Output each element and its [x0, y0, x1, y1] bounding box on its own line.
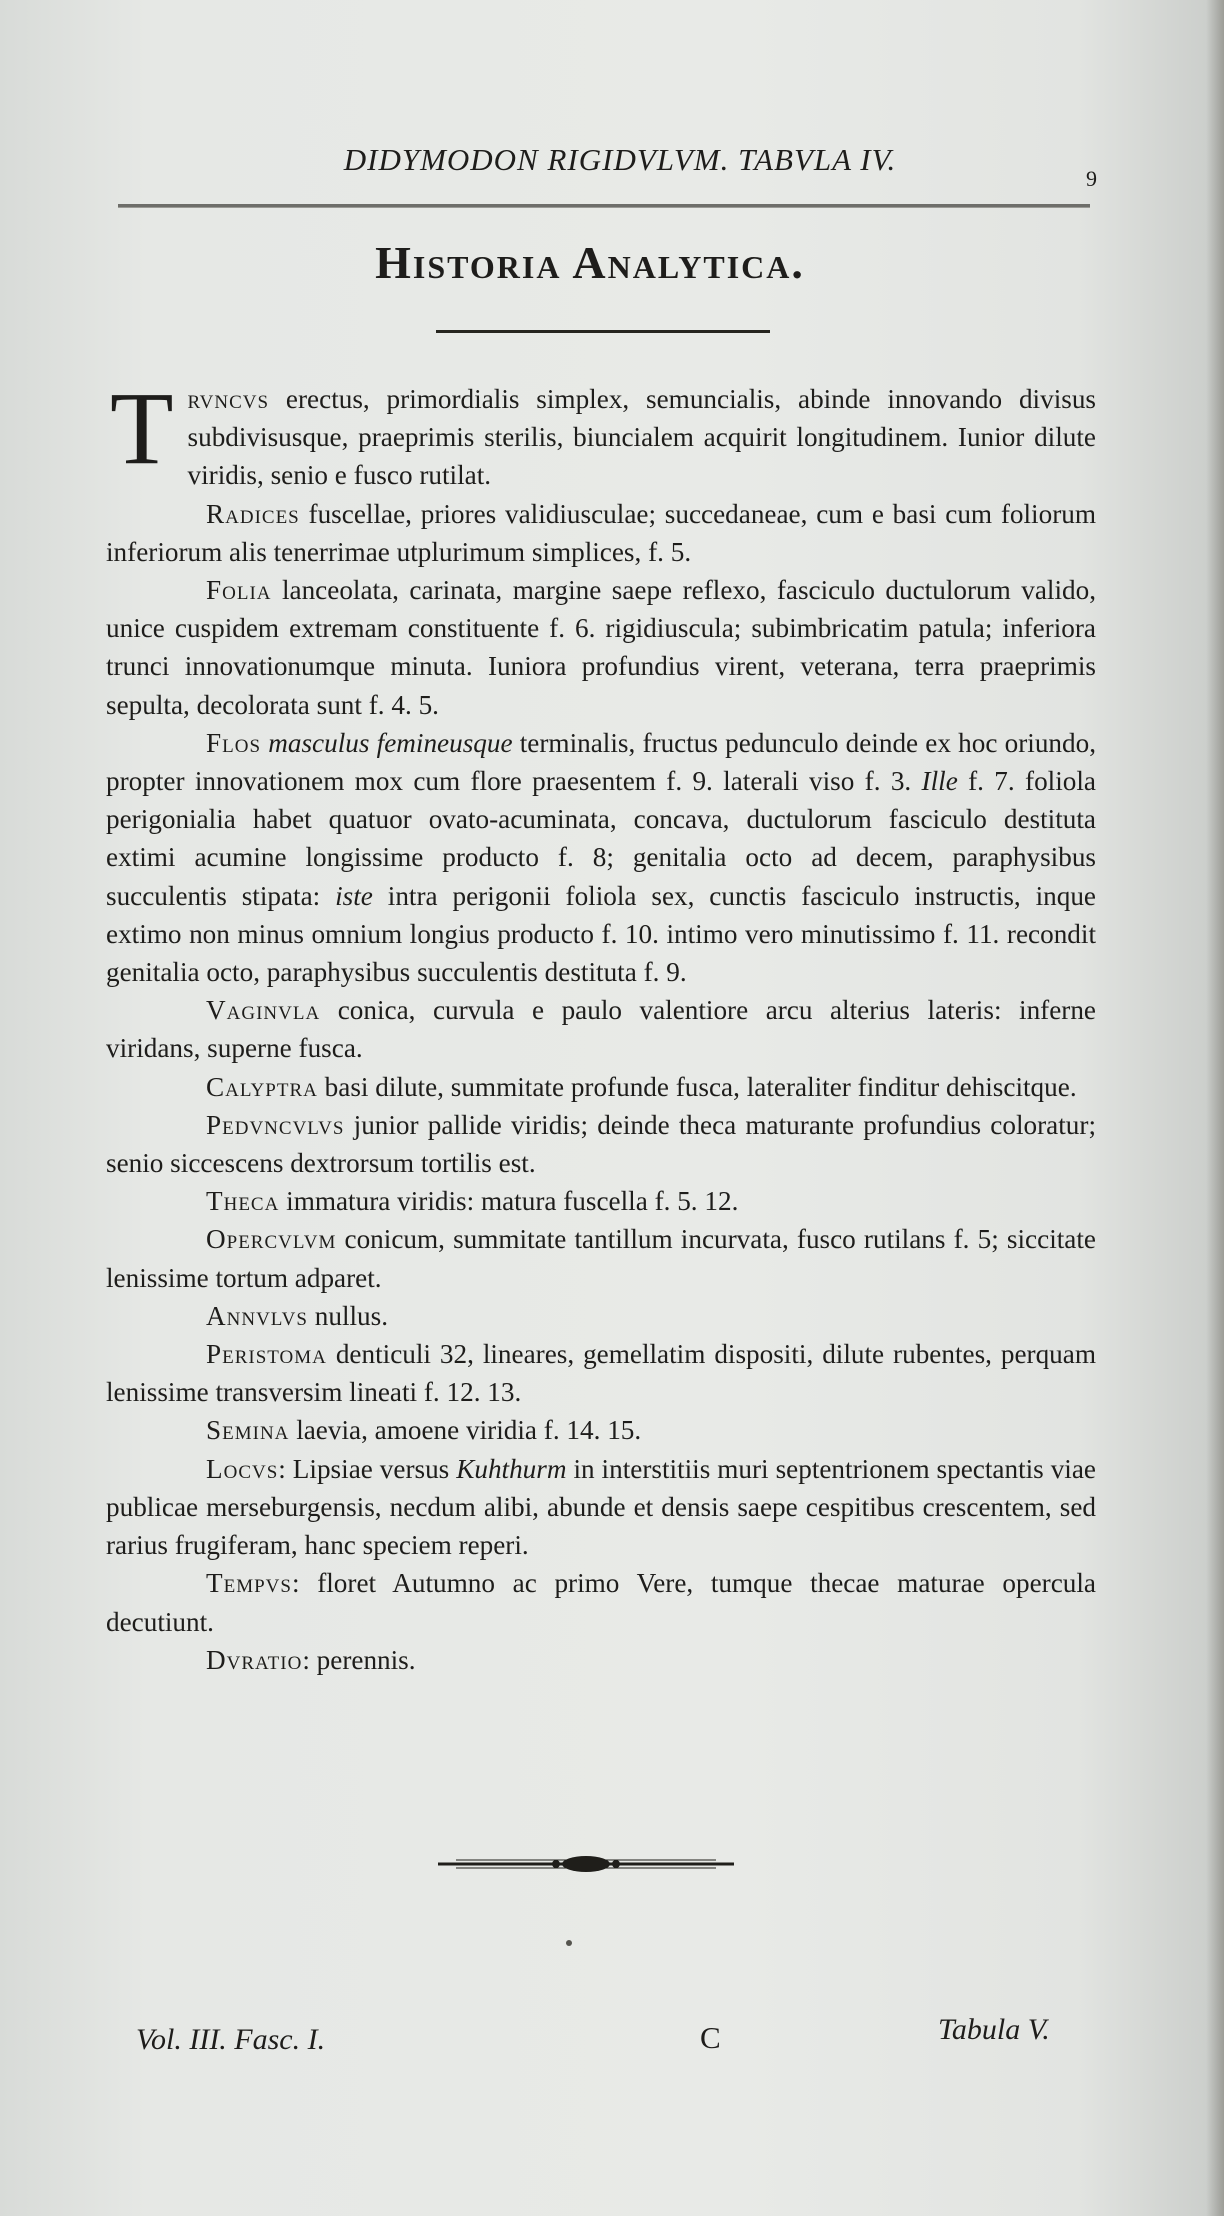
- text-flos-2: f. 7. foliola perigonialia habet quatuor ovato-acuminata, concava, ductulorum fasciculo destituta extimi acumine longissime producto f. 8; genitalia octo ad decem, paraphysibus succulentis stipata:: [106, 766, 1096, 911]
- text-semina: laevia, amoene viridia f. 14. 15.: [289, 1415, 642, 1446]
- text-vaginula: conica, curvula e paulo valentiore arcu alterius lateris: inferne viridans, superne fusca.: [106, 995, 1096, 1064]
- paragraph-theca: [106, 1182, 1096, 1220]
- running-head: DIDYMODON RIGIDVLVM. TABVLA IV.: [343, 142, 897, 177]
- ink-speck: [566, 1940, 572, 1946]
- paragraph-locus: [106, 1450, 1096, 1565]
- italic-kuhthurm: Kuhthurm: [456, 1453, 567, 1484]
- paragraph-duratio: [106, 1641, 1096, 1679]
- text-radices: fuscellae, priores validiusculae; succedaneae, cum e basi cum foliorum inferiorum alis tenerrimae utplurimum simplices, f. 5.: [106, 498, 1096, 567]
- term-calyptra: Calyptra: [206, 1071, 318, 1102]
- text-locus-2: in interstitiis muri septentrionem spectantis viae publicae merseburgensis, necdum alibi, abunde et densis saepe cespitibus crescentem, sed rarius frugiferam, hanc speciem reperi.: [106, 1453, 1096, 1561]
- term-theca: Theca: [206, 1186, 280, 1217]
- text-peristoma: denticuli 32, lineares, gemellatim dispositi, dilute rubentes, perquam lenissime transversim lineati f. 12. 13.: [106, 1339, 1096, 1408]
- term-folia: Folia: [206, 575, 272, 606]
- term-annulus: Annvlvs: [206, 1300, 308, 1331]
- text-flos-3: intra perigonii foliola sex, cunctis fasciculo instructis, inque extimo non minus omnium longius producto f. 10. intimo vero minutissimo f. 11. recondit genitalia octo, paraphysibus succulentis destituta f. 9.: [106, 880, 1096, 988]
- text-locus-1: : Lipsiae versus: [278, 1453, 457, 1484]
- text-annulus: nullus.: [307, 1300, 389, 1331]
- paragraph-annulus: [106, 1297, 1096, 1335]
- term-locus: Locvs: [206, 1453, 279, 1484]
- header-rule: [118, 204, 1090, 208]
- text-duratio: : perennis.: [302, 1644, 416, 1675]
- text-tempus: : floret Autumno ac primo Vere, tumque thecae maturae opercula decutiunt.: [106, 1568, 1096, 1637]
- paragraph-folia: [106, 571, 1096, 724]
- paragraph-semina: [106, 1411, 1096, 1449]
- paragraph-pedunculus: [106, 1106, 1096, 1182]
- term-duratio: Dvratio: [206, 1644, 303, 1675]
- text-folia: lanceolata, carinata, margine saepe reflexo, fasciculo ductulorum valido, unice cuspidem extremam constituente f. 6. rigidiuscula; subimbricatim patula; inferiora trunci innovationumque minuta. Iuniora profundius virent, veterana, terra praeprimis sepulta, decolorata sunt f. 4. 5.: [106, 575, 1096, 720]
- paragraph-tempus: [106, 1564, 1096, 1640]
- body-text: [106, 371, 1097, 1679]
- paragraph-peristoma: [106, 1335, 1096, 1411]
- title-underline: [436, 330, 770, 333]
- section-title: Historia Analytica.: [375, 237, 805, 288]
- term-peristoma: Peristoma: [206, 1339, 327, 1370]
- term-vaginula: Vaginvla: [206, 995, 321, 1026]
- term-semina: Semina: [206, 1415, 290, 1446]
- italic-ille: Ille: [921, 766, 958, 797]
- text-theca: immatura viridis: matura fuscella f. 5. 12.: [279, 1186, 739, 1217]
- page-number: 9: [1086, 166, 1097, 191]
- text-truncus: erectus, primordialis simplex, semuncialis, abinde innovando divisus subdivisusque, praeprimis sterilis, biuncialem acquirit longitudinem. Iunior dilute viridis, senio e fusco rutilat.: [187, 384, 1096, 491]
- drop-cap: T: [110, 371, 174, 486]
- footer-volume: Vol. III. Fasc. I.: [136, 2023, 326, 2056]
- text-calyptra: basi dilute, summitate profunde fusca, lateraliter finditur dehiscitque.: [317, 1071, 1077, 1102]
- footer-catchword: Tabula V.: [938, 2013, 1050, 2046]
- term-pedunculus: Pedvncvlvs: [206, 1109, 345, 1140]
- term-radices: Radices: [206, 498, 300, 529]
- italic-iste: iste: [335, 880, 373, 911]
- ornament-divider: [436, 1852, 736, 1876]
- term-tempus: Tempvs: [206, 1568, 292, 1599]
- paragraph-flos: [106, 724, 1096, 991]
- paragraph-calyptra: [106, 1068, 1096, 1106]
- italic-masculus: masculus femineusque: [268, 727, 513, 758]
- paragraph-truncus: [106, 371, 1096, 495]
- term-operculum: Opercvlvm: [206, 1224, 337, 1255]
- paragraph-vaginula: [106, 991, 1096, 1067]
- text-pedunculus: junior pallide viridis; deinde theca maturante profundius coloratur; senio siccescens dextrorsum tortilis est.: [106, 1109, 1096, 1179]
- footer-signature: C: [700, 2020, 721, 2055]
- term-flos: Flos: [206, 727, 262, 758]
- paragraph-radices: [106, 495, 1096, 571]
- text-operculum: conicum, summitate tantillum incurvata, fusco rutilans f. 5; siccitate lenissime tortum adparet.: [106, 1224, 1096, 1293]
- text-flos-1: terminalis, fructus pedunculo deinde ex hoc oriundo, propter innovationem mox cum flore praesentem f. 9. laterali viso f. 3.: [106, 727, 1097, 797]
- term-truncus: rvncvs: [187, 384, 270, 414]
- paragraph-operculum: [106, 1220, 1096, 1296]
